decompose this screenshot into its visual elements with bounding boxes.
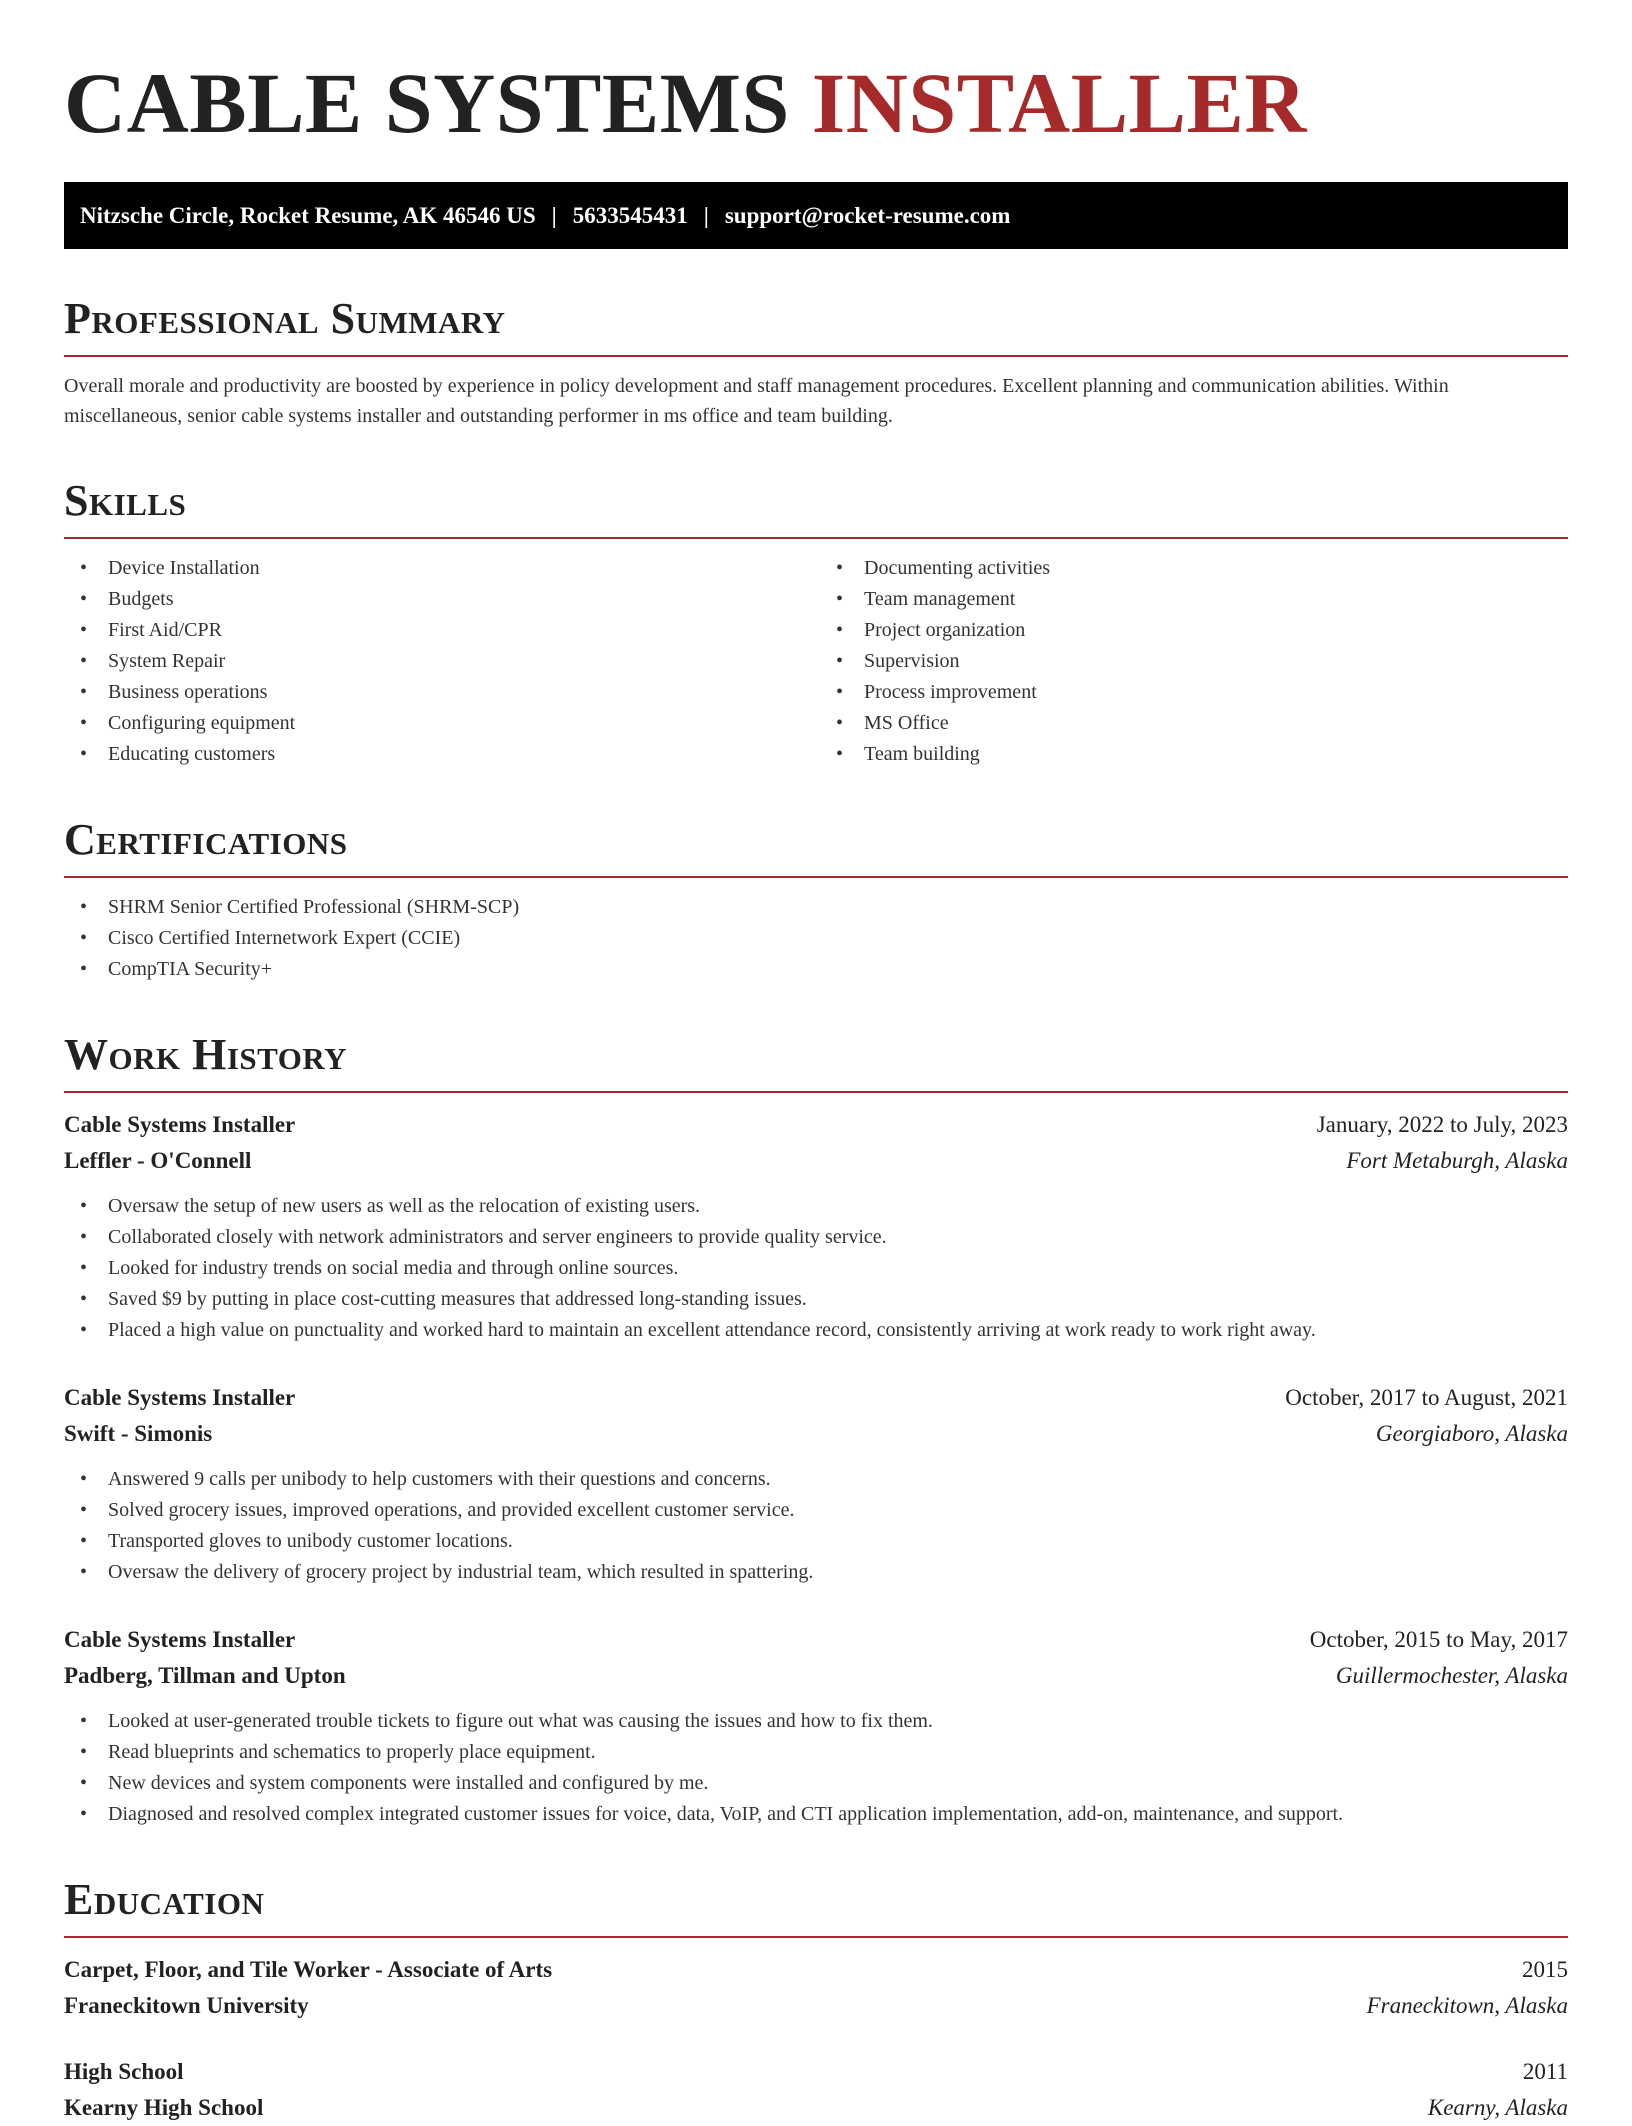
- contact-separator: |: [551, 202, 557, 228]
- job-company: Swift - Simonis: [64, 1421, 213, 1446]
- contact-separator: |: [703, 202, 709, 228]
- education-degree: Carpet, Floor, and Tile Worker - Associate of Arts: [64, 1957, 553, 1982]
- skill-item: • Configuring equipment: [64, 708, 812, 739]
- skill-item: • First Aid/CPR: [64, 615, 812, 646]
- name-accent: INSTALLER: [811, 55, 1307, 151]
- skill-item: • Educating customers: [64, 739, 812, 770]
- skill-item: • System Repair: [64, 646, 812, 677]
- job-location: Fort Metaburgh, Alaska: [1346, 1148, 1568, 1173]
- education-location: Kearny, Alaska: [1427, 2095, 1568, 2120]
- job-entry: [64, 1107, 1568, 1346]
- job-location: Georgiaboro, Alaska: [1375, 1421, 1568, 1446]
- skill-item: • Process improvement: [820, 677, 1568, 708]
- section-title-skills: Skills: [64, 475, 1568, 539]
- skill-item: • Supervision: [820, 646, 1568, 677]
- job-entry: [64, 1622, 1568, 1830]
- skill-item: • Project organization: [820, 615, 1568, 646]
- skill-item: • Team management: [820, 584, 1568, 615]
- job-dates: January, 2022 to July, 2023: [1316, 1112, 1568, 1137]
- section-title-education: Education: [64, 1874, 1568, 1938]
- work-history-section: [64, 1029, 1568, 1830]
- job-bullet: • Oversaw the setup of new users as well as the relocation of existing users.: [64, 1191, 1568, 1222]
- education-school: Franeckitown University: [64, 1993, 309, 2018]
- job-dates: October, 2015 to May, 2017: [1309, 1627, 1568, 1652]
- education-section: [64, 1874, 1568, 2126]
- job-bullet: • Looked at user-generated trouble tickets to figure out what was causing the issues and how to fix them.: [64, 1706, 1568, 1737]
- section-title-work-history: Work History: [64, 1029, 1568, 1093]
- job-title: Cable Systems Installer: [64, 1627, 296, 1652]
- contact-phone: 5633545431: [572, 202, 688, 228]
- section-title-summary: Professional Summary: [64, 293, 1568, 357]
- skill-item: • Business operations: [64, 677, 812, 708]
- job-bullets: [64, 1706, 1568, 1830]
- skill-item: • Documenting activities: [820, 553, 1568, 584]
- job-bullet: • Looked for industry trends on social media and through online sources.: [64, 1253, 1568, 1284]
- job-bullet: • Diagnosed and resolved complex integrated customer issues for voice, data, VoIP, and CTI application implementation, add-on, maintenance, and support.: [64, 1799, 1568, 1830]
- contact-bar: [64, 182, 1568, 249]
- job-bullet: • Transported gloves to unibody customer locations.: [64, 1526, 1568, 1557]
- job-bullet: • Read blueprints and schematics to properly place equipment.: [64, 1737, 1568, 1768]
- summary-section: [64, 293, 1568, 431]
- job-company: Leffler - O'Connell: [64, 1148, 252, 1173]
- job-bullet: • Placed a high value on punctuality and worked hard to maintain an excellent attendance record, consistently arriving at work ready to work right away.: [64, 1315, 1568, 1346]
- skills-section: [64, 475, 1568, 770]
- contact-address: Nitzsche Circle, Rocket Resume, AK 46546 US: [80, 202, 536, 228]
- job-title: Cable Systems Installer: [64, 1385, 296, 1410]
- education-entry: [64, 1952, 1568, 2024]
- job-bullet: • New devices and system components were installed and configured by me.: [64, 1768, 1568, 1799]
- summary-text: Overall morale and productivity are boosted by experience in policy development and staff management procedures. Excellent planning and communication abilities. Within miscellaneous, senior cable systems installer and outstanding performer in ms office and team building.: [64, 375, 1449, 427]
- job-bullet: • Solved grocery issues, improved operations, and provided excellent customer service.: [64, 1495, 1568, 1526]
- certification-item: • CompTIA Security+: [64, 954, 1568, 985]
- job-bullet: • Saved $9 by putting in place cost-cutting measures that addressed long-standing issues.: [64, 1284, 1568, 1315]
- job-dates: October, 2017 to August, 2021: [1285, 1385, 1568, 1410]
- education-year: 2011: [1522, 2059, 1568, 2084]
- job-location: Guillermochester, Alaska: [1335, 1663, 1568, 1688]
- certifications-section: [64, 814, 1568, 985]
- name-main: CABLE SYSTEMS: [64, 55, 790, 151]
- education-year: 2015: [1522, 1957, 1568, 1982]
- education-school: Kearny High School: [64, 2095, 264, 2120]
- skill-item: • Budgets: [64, 584, 812, 615]
- skills-grid: [64, 553, 1568, 770]
- skill-item: • Team building: [820, 739, 1568, 770]
- job-bullets: [64, 1464, 1568, 1588]
- section-title-certifications: Certifications: [64, 814, 1568, 878]
- job-entry: [64, 1380, 1568, 1588]
- education-location: Franeckitown, Alaska: [1366, 1993, 1568, 2018]
- skills-list-right: [812, 553, 1568, 770]
- education-entry: [64, 2054, 1568, 2126]
- contact-email: support@rocket-resume.com: [724, 202, 1011, 228]
- certifications-list: [64, 892, 1568, 985]
- certification-item: • SHRM Senior Certified Professional (SHRM-SCP): [64, 892, 1568, 923]
- job-bullets: [64, 1191, 1568, 1346]
- skill-item: • Device Installation: [64, 553, 812, 584]
- page-title: [64, 48, 1568, 158]
- certification-item: • Cisco Certified Internetwork Expert (CCIE): [64, 923, 1568, 954]
- education-degree: High School: [64, 2059, 184, 2084]
- job-company: Padberg, Tillman and Upton: [64, 1663, 346, 1688]
- job-bullet: • Answered 9 calls per unibody to help customers with their questions and concerns.: [64, 1464, 1568, 1495]
- job-bullet: • Oversaw the delivery of grocery project by industrial team, which resulted in spattering.: [64, 1557, 1568, 1588]
- job-title: Cable Systems Installer: [64, 1112, 296, 1137]
- job-bullet: • Collaborated closely with network administrators and server engineers to provide quality service.: [64, 1222, 1568, 1253]
- skill-item: • MS Office: [820, 708, 1568, 739]
- skills-list-left: [64, 553, 812, 770]
